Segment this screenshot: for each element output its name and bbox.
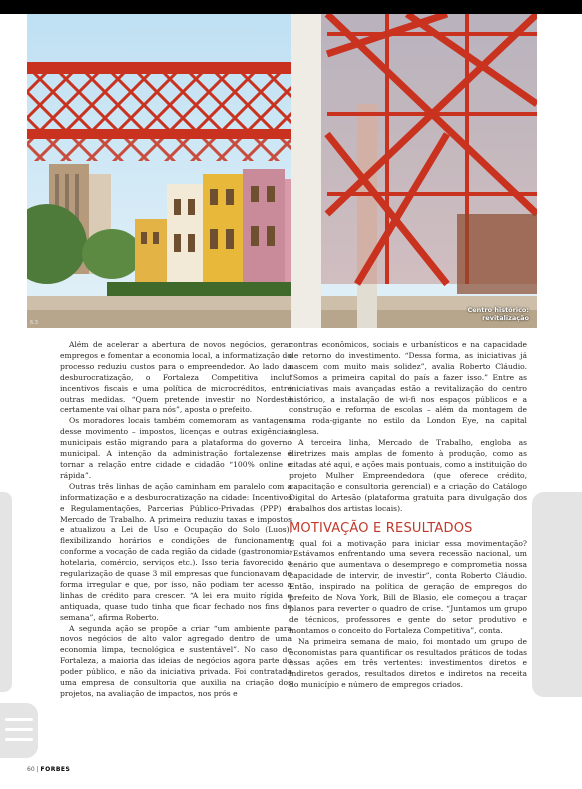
paragraph: E qual foi a motivação para iniciar essa movimentação? “Estávamos enfrentando uma severa recessão nacional, um cenário que aumentava o desemprego e comprometia nossa capacidade de intervir, de investir”, conta Roberto Cláudio. Então, inspirado na política de geração de empregos do prefeito de Nova York, Bill de Blasio, ele começou a traçar planos para reverter o quadro de crise. “Juntamos um grupo de técnicos, professores e gente do setor produtivo e montamos o conceito do Fortaleza Competitiva”, conta. xyxy=(289,538,527,635)
next-page-tab[interactable] xyxy=(532,492,582,697)
top-black-bar xyxy=(0,0,582,14)
paragraph: Na primeira semana de maio, foi montado um grupo de economistas para quantificar os resultados práticos de todas essas ações em três vertentes: investimentos diretos e indiretos gerados, resultados diretos e indiretos na receita do município e número de empregos criados. xyxy=(289,636,527,690)
footer-separator: | xyxy=(36,766,39,773)
paragraph: Os moradores locais também comemoram as vantagens desse movimento – impostos, licenças e outras exigências municipais estão migrando para a plataforma do governo municipal. A intenção da administração fortalezense é tornar a relação entre cidade e cidadão “100% online e rápida”. xyxy=(60,416,292,480)
caption-line-1: Centro histórico: xyxy=(467,305,529,314)
magazine-name: FORBES xyxy=(40,766,71,773)
menu-icon-bar xyxy=(5,728,33,731)
photo-page-mark: 6.3 xyxy=(30,320,38,326)
left-page-tab[interactable] xyxy=(0,492,12,692)
paragraph: A terceira linha, Mercado de Trabalho, engloba as diretrizes mais amplas de fomento à produção, como as citadas até aqui, e ações mais pontuais, como a instituição do projeto Mulher Empreendedora (que oferece crédito, capacitação e consultoria gerencial) e a criação do Catálogo Digital do Artesão (plataforma gratuita para divulgação dos trabalhos dos artistas locais). xyxy=(289,438,527,513)
page-number: 60 xyxy=(27,766,35,773)
page-footer xyxy=(27,766,70,773)
menu-button[interactable] xyxy=(0,703,38,758)
article-column-2 xyxy=(289,340,527,691)
section-heading: MOTIVAÇÃO E RESULTADOS xyxy=(289,520,473,536)
caption-line-2: revitalização xyxy=(482,313,529,322)
historic-center-illustration xyxy=(27,14,537,328)
paragraph: A segunda ação se propõe a criar “um ambiente para novos negócios de alto valor agregado dentro de uma economia limpa, tecnológica e sustentável”. No caso de Fortaleza, a maioria das ideias de negócios agora parte do poder público, e não da iniciativa privada. Foi contratada uma empresa de consultoria que auxilia na criação dos projetos, na avaliação de impactos, nos prós e xyxy=(60,623,292,698)
paragraph: Além de acelerar a abertura de novos negócios, gerar empregos e fomentar a economia local, a informatização do processo reduziu custos para o empreendedor. Ao lado da desburocratização, o Fortaleza Competitiva inclui incentivos fiscais e uma política de microcréditos, entre outras medidas. “Quem pretende investir no Nordeste certamente vai olhar para nós”, aposta o prefeito. xyxy=(60,340,292,415)
menu-icon-bar xyxy=(5,718,33,721)
photo-caption xyxy=(468,306,530,322)
article-column-1 xyxy=(60,340,292,700)
menu-icon-bar xyxy=(5,738,33,741)
hero-photo xyxy=(27,14,537,328)
paragraph: contras econômicos, sociais e urbanísticos e na capacidade de retorno do investimento. “Dessa forma, as iniciativas já nascem com muito mais solidez”, avalia Roberto Cláudio. “Somos a primeira capital do país a fazer isso.” Entre as iniciativas mais avançadas estão a revitalização do centro histórico, a instalação de wi-fi nos espaços públicos e a construção e reforma de escolas – além da montagem de uma roda-gigante no estilo da London Eye, na capital inglesa. xyxy=(289,340,527,437)
paragraph: Outras três linhas de ação caminham em paralelo com a informatização e a desburocratização na cidade: Incentivos e Regulamentações, Parcerias Público-Privadas (PPP) e Mercado de Trabalho. A primeira reduziu taxas e impostos e atualizou a Lei de Uso e Ocupação do Solo (Luos), flexibilizando horários e condições de funcionamento conforme a vocação de cada região da cidade (gastronomia, hotelaria, comércio, serviços etc.). Isso teria favorecido a regularização de quase 3 mil empresas que funcionavam de forma irregular e que, por isso, não podiam ter acesso a linhas de crédito para crescer. “A lei era muito rígida e antiquada, quase tudo tinha que ficar fechado nos fins de semana”, afirma Roberto. xyxy=(60,481,292,622)
